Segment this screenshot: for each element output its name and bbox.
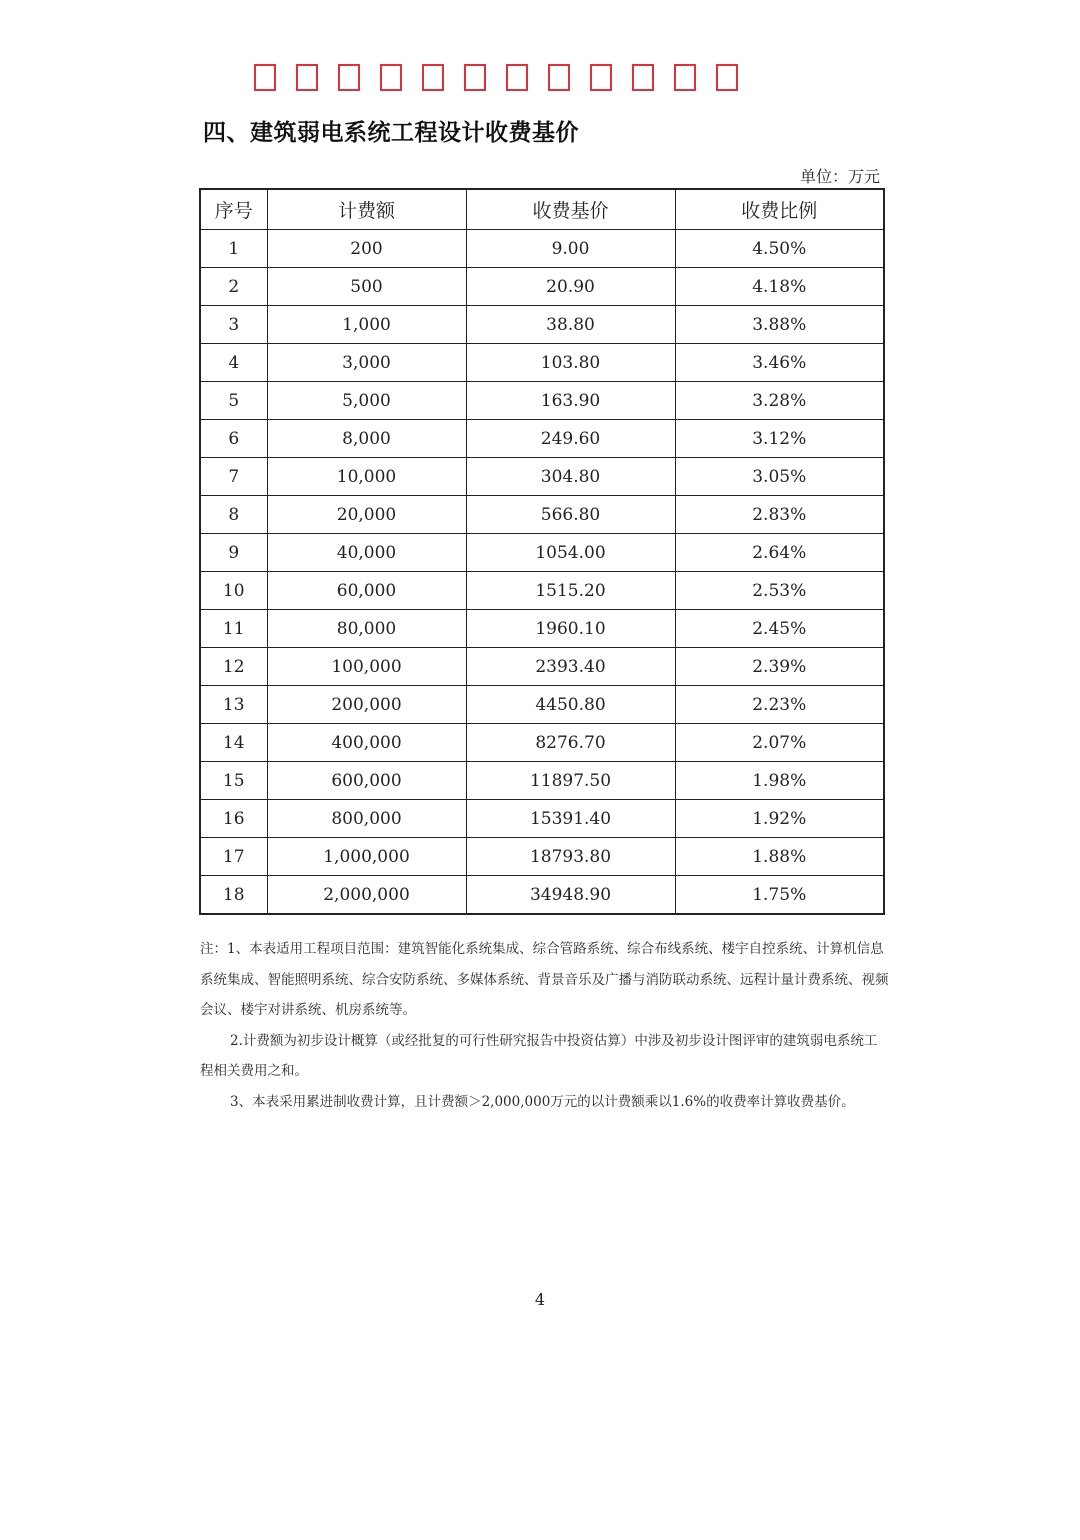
row-index: 17 [200,838,267,876]
row-fee-base: 10,000 [267,458,466,496]
row-index: 6 [200,420,267,458]
row-base-price: 1515.20 [466,572,675,610]
row-index: 2 [200,268,267,306]
row-fee-rate: 2.07% [675,724,884,762]
row-fee-rate: 1.92% [675,800,884,838]
row-index: 16 [200,800,267,838]
table-row [200,762,884,800]
note-3: 3、本表采用累进制收费计算，且计费额＞2,000,000万元的以计费额乘以1.6%的收费率计算收费基价。 [230,1093,855,1110]
header-fee-rate: 收费比例 [675,189,884,230]
table-row [200,496,884,534]
header-base-price: 收费基价 [466,189,675,230]
table-row [200,724,884,762]
row-index: 18 [200,876,267,915]
row-base-price: 9.00 [466,230,675,268]
row-index: 13 [200,686,267,724]
stamp-box [590,64,612,91]
table-header-row [200,189,884,230]
row-fee-base: 800,000 [267,800,466,838]
row-index: 8 [200,496,267,534]
row-index: 9 [200,534,267,572]
row-fee-base: 200,000 [267,686,466,724]
header-fee-base: 计费额 [267,189,466,230]
table-row [200,306,884,344]
row-fee-rate: 2.83% [675,496,884,534]
row-index: 4 [200,344,267,382]
table-row [200,382,884,420]
row-base-price: 15391.40 [466,800,675,838]
row-index: 5 [200,382,267,420]
table-row [200,876,884,915]
row-index: 3 [200,306,267,344]
row-base-price: 2393.40 [466,648,675,686]
note-1: 注：1、本表适用工程项目范围：建筑智能化系统集成、综合管路系统、综合布线系统、楼宇自控系统、计算机信息系统集成、智能照明系统、综合安防系统、多媒体系统、背景音乐及广播与消防联动系统、远程计量计费系统、视频会议、楼宇对讲系统、机房系统等。 [200,941,889,1018]
row-fee-rate: 2.45% [675,610,884,648]
row-fee-base: 60,000 [267,572,466,610]
red-stamp-boxes [254,64,738,91]
row-fee-base: 8,000 [267,420,466,458]
stamp-box [464,64,486,91]
stamp-box [254,64,276,91]
notes [200,934,890,1117]
row-fee-base: 3,000 [267,344,466,382]
stamp-box [674,64,696,91]
row-base-price: 8276.70 [466,724,675,762]
row-fee-rate: 2.53% [675,572,884,610]
row-fee-base: 80,000 [267,610,466,648]
row-index: 1 [200,230,267,268]
table-row [200,230,884,268]
row-fee-rate: 2.23% [675,686,884,724]
row-fee-rate: 1.88% [675,838,884,876]
row-index: 10 [200,572,267,610]
row-index: 12 [200,648,267,686]
stamp-box [296,64,318,91]
row-fee-base: 100,000 [267,648,466,686]
table-row [200,838,884,876]
row-fee-base: 200 [267,230,466,268]
header-index: 序号 [200,189,267,230]
stamp-box [716,64,738,91]
row-fee-base: 20,000 [267,496,466,534]
table-row [200,268,884,306]
row-fee-rate: 1.98% [675,762,884,800]
row-index: 11 [200,610,267,648]
row-base-price: 163.90 [466,382,675,420]
row-index: 7 [200,458,267,496]
row-fee-base: 1,000,000 [267,838,466,876]
row-fee-rate: 3.88% [675,306,884,344]
table-row [200,420,884,458]
stamp-box [380,64,402,91]
row-base-price: 11897.50 [466,762,675,800]
row-fee-rate: 3.12% [675,420,884,458]
table-row [200,610,884,648]
row-base-price: 1054.00 [466,534,675,572]
row-base-price: 103.80 [466,344,675,382]
row-base-price: 249.60 [466,420,675,458]
row-fee-base: 600,000 [267,762,466,800]
row-fee-base: 400,000 [267,724,466,762]
stamp-box [338,64,360,91]
row-fee-rate: 2.64% [675,534,884,572]
row-base-price: 18793.80 [466,838,675,876]
stamp-box [632,64,654,91]
row-fee-rate: 1.75% [675,876,884,915]
row-index: 15 [200,762,267,800]
unit-label: 单位：万元 [799,167,880,186]
page-number: 4 [534,1290,546,1309]
row-index: 14 [200,724,267,762]
row-fee-rate: 2.39% [675,648,884,686]
row-fee-base: 40,000 [267,534,466,572]
stamp-box [506,64,528,91]
row-fee-base: 2,000,000 [267,876,466,915]
row-base-price: 1960.10 [466,610,675,648]
table-row [200,648,884,686]
table-row [200,800,884,838]
row-base-price: 20.90 [466,268,675,306]
row-fee-base: 1,000 [267,306,466,344]
table-row [200,458,884,496]
row-fee-rate: 4.18% [675,268,884,306]
row-base-price: 566.80 [466,496,675,534]
fee-table [199,188,885,915]
table-row [200,572,884,610]
stamp-box [548,64,570,91]
row-base-price: 38.80 [466,306,675,344]
row-fee-rate: 3.28% [675,382,884,420]
table-row [200,344,884,382]
section-title: 四、建筑弱电系统工程设计收费基价 [203,120,579,146]
row-base-price: 304.80 [466,458,675,496]
stamp-box [422,64,444,91]
table-row [200,686,884,724]
row-base-price: 34948.90 [466,876,675,915]
row-base-price: 4450.80 [466,686,675,724]
note-2: 2.计费额为初步设计概算（或经批复的可行性研究报告中投资估算）中涉及初步设计图评审的建筑弱电系统工程相关费用之和。 [200,1032,878,1079]
table-row [200,534,884,572]
row-fee-rate: 4.50% [675,230,884,268]
row-fee-base: 500 [267,268,466,306]
row-fee-rate: 3.05% [675,458,884,496]
row-fee-base: 5,000 [267,382,466,420]
row-fee-rate: 3.46% [675,344,884,382]
